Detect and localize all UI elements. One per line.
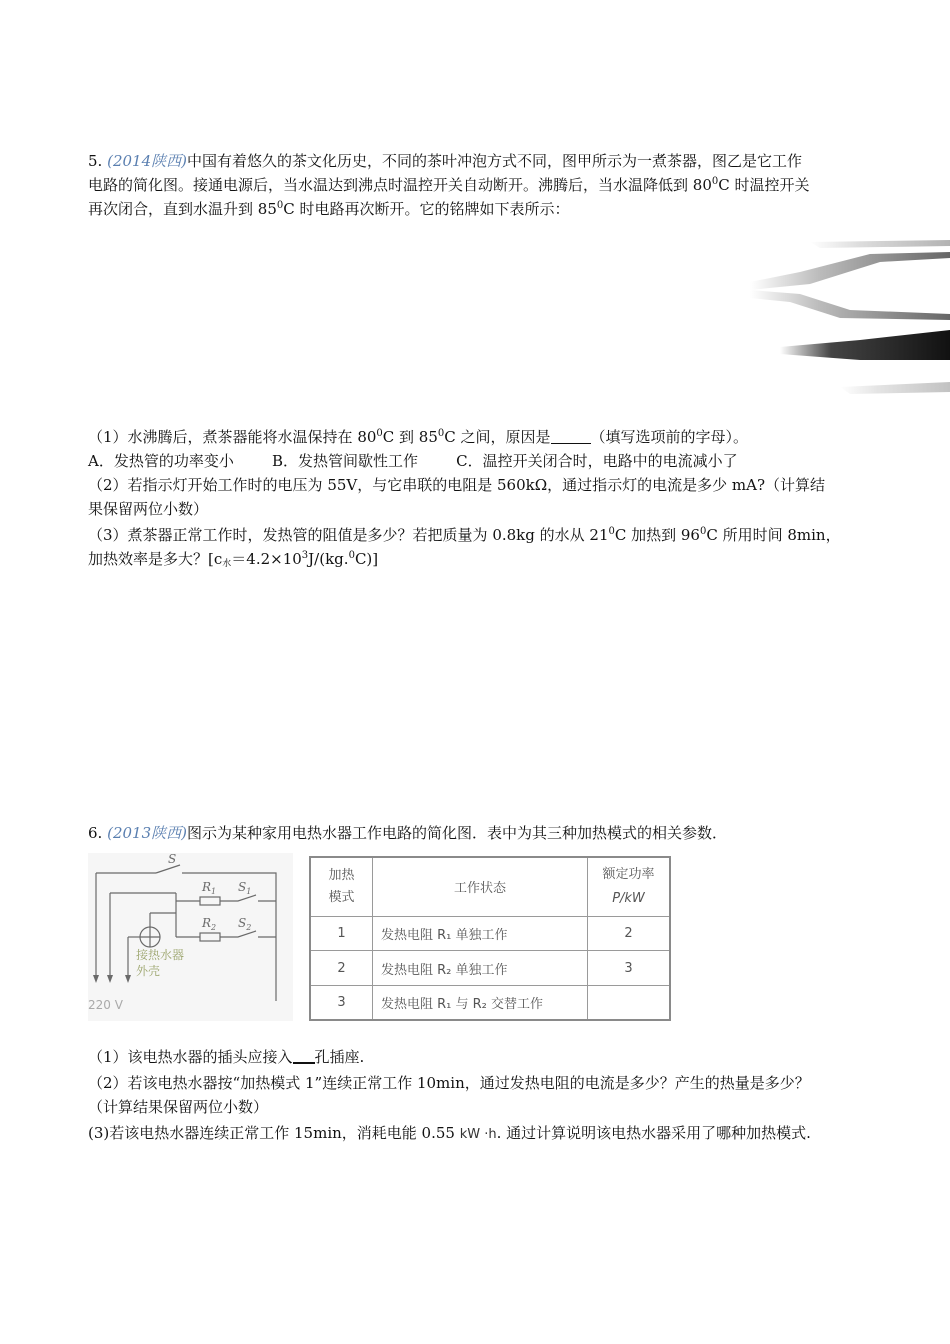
q5-p1-text-a: （1）水沸腾后，煮茶器能将水温保持在 80: [88, 428, 377, 446]
q6-p1-text-b: 孔插座.: [314, 1048, 365, 1066]
table-row: [310, 916, 670, 951]
q5-line-2: [88, 174, 809, 196]
q6-source: (2013陕西): [107, 824, 187, 842]
q5-p3-text-b2: ＝4.2×10: [231, 550, 302, 568]
q5-p3-text-b3: J/(kg.: [308, 550, 349, 568]
shell-label: 外壳: [136, 964, 161, 978]
degree-sup: 0: [699, 526, 707, 537]
q5-text-1: 中国有着悠久的茶文化历史，不同的茶叶冲泡方式不同，图甲所示为一煮茶器，图乙是它工作: [186, 152, 802, 170]
q6-part-2b: （计算结果保留两位小数）: [88, 1098, 269, 1116]
q5-line-3: [88, 198, 569, 220]
degree-sup: 0: [348, 550, 355, 561]
degree-sup: 0: [276, 200, 284, 211]
q5-p3-text-a2: C 加热到 96: [614, 526, 700, 544]
q5-p3-text-a3: C 所用时间 8min，: [706, 526, 841, 544]
q5-part-2a: （2）若指示灯开始工作时的电压为 55V，与它串联的电阻是 560kΩ，通过指示灯的电流是多少 mA?（计算结: [88, 476, 826, 494]
q6-part-3: [88, 1122, 811, 1146]
kwh-unit: kW ·h: [459, 1127, 497, 1142]
cell-state: 发热电阻 R₁ 与 R₂ 交替工作: [373, 985, 588, 1020]
heating-mode-table: [309, 856, 671, 1021]
cell-power: 2: [588, 916, 671, 951]
cell-state: 发热电阻 R₁ 单独工作: [373, 916, 588, 951]
q5-number: 5.: [88, 152, 103, 170]
q5-text-3a: 再次闭合，直到水温升到 85: [88, 200, 277, 218]
cell-mode: 2: [310, 951, 373, 986]
q5-text-2a: 电路的简化图。接通电源后，当水温达到沸点时温控开关自动断开。沸腾后，当水温降低到 80: [88, 176, 712, 194]
degree-sup: 0: [608, 526, 615, 537]
q5-line-1: [88, 150, 802, 172]
cell-power[interactable]: [588, 985, 671, 1020]
r2-label: $R_2$: [202, 916, 217, 932]
q5-p3-text-a1: （3）煮茶器正常工作时，发热管的阻值是多少？若把质量为 0.8kg 的水从 21: [88, 526, 609, 544]
table-row: [310, 951, 670, 986]
answer-blank[interactable]: [551, 429, 591, 444]
circuit-diagram: [88, 853, 293, 1021]
q5-p3-text-b4: C)]: [354, 550, 379, 568]
r1-label: $R_1$: [202, 880, 217, 896]
cell-state: 发热电阻 R₂ 单独工作: [373, 951, 588, 986]
degree-sup: 0: [376, 428, 383, 439]
cell-mode: 3: [310, 985, 373, 1020]
q5-part-1: [88, 426, 748, 448]
q6-p1-text-a: （1）该电热水器的插头应接入: [88, 1048, 293, 1066]
table-row: [310, 985, 670, 1020]
cell-mode: 1: [310, 916, 373, 951]
q5-p1-text-b: C 到 85: [382, 428, 438, 446]
q6-intro: [88, 822, 727, 844]
header-power: 额定功率 P/kW: [588, 857, 671, 916]
q5-part-2b: 果保留两位小数）: [88, 500, 209, 518]
q6-part-2a: （2）若该电热水器按“加热模式 1”连续正常工作 10min，通过发热电阻的电流是多少？产生的热量是多少？: [88, 1074, 810, 1092]
header-mode: 加热 模式: [310, 857, 373, 916]
q5-p1-text-c: C 之间，原因是: [444, 428, 551, 446]
q5-options: A．发热管的功率变小 B．发热管间歇性工作 C．温控开关闭合时，电路中的电流减小了: [88, 452, 738, 470]
q5-p3-text-b1: 加热效率是多大？[c: [88, 550, 223, 568]
voltage-label: 220 V: [88, 998, 123, 1012]
water-sub: 水: [222, 559, 232, 569]
s1-label: $S_1$: [238, 880, 252, 896]
q5-text-2b: C 时温控开关: [718, 176, 810, 194]
exponent-sup: 3: [301, 550, 309, 561]
q6-p3-text-b: . 通过计算说明该电热水器采用了哪种加热模式.: [496, 1124, 811, 1142]
cropped-figure-fragment: [740, 232, 950, 404]
degree-sup: 0: [437, 428, 445, 439]
header-state: 工作状态: [373, 857, 588, 916]
q6-p3-text-a: (3)若该电热水器连续正常工作 15min，消耗电能 0.55: [88, 1124, 455, 1142]
s2-label: $S_2$: [238, 916, 252, 932]
switch-s-label: S: [168, 853, 177, 866]
q5-part-3a: [88, 524, 841, 546]
heater-label: 接热水器: [136, 948, 185, 962]
table-header-row: [310, 857, 670, 916]
q5-part-3b: [88, 548, 378, 570]
degree-sup: 0: [711, 176, 719, 187]
q5-text-3b: C 时电路再次断开。它的铭牌如下表所示：: [283, 200, 570, 218]
q6-intro-text: 图示为某种家用电热水器工作电路的简化图．表中为其三种加热模式的相关参数．: [186, 824, 727, 842]
q6-part-1: [88, 1046, 364, 1068]
q5-source: (2014陕西): [107, 152, 187, 170]
answer-blank[interactable]: [293, 1048, 315, 1064]
q5-p1-text-d: （填写选项前的字母）。: [590, 428, 749, 446]
q6-number: 6.: [88, 824, 103, 842]
cell-power: 3: [588, 951, 671, 986]
